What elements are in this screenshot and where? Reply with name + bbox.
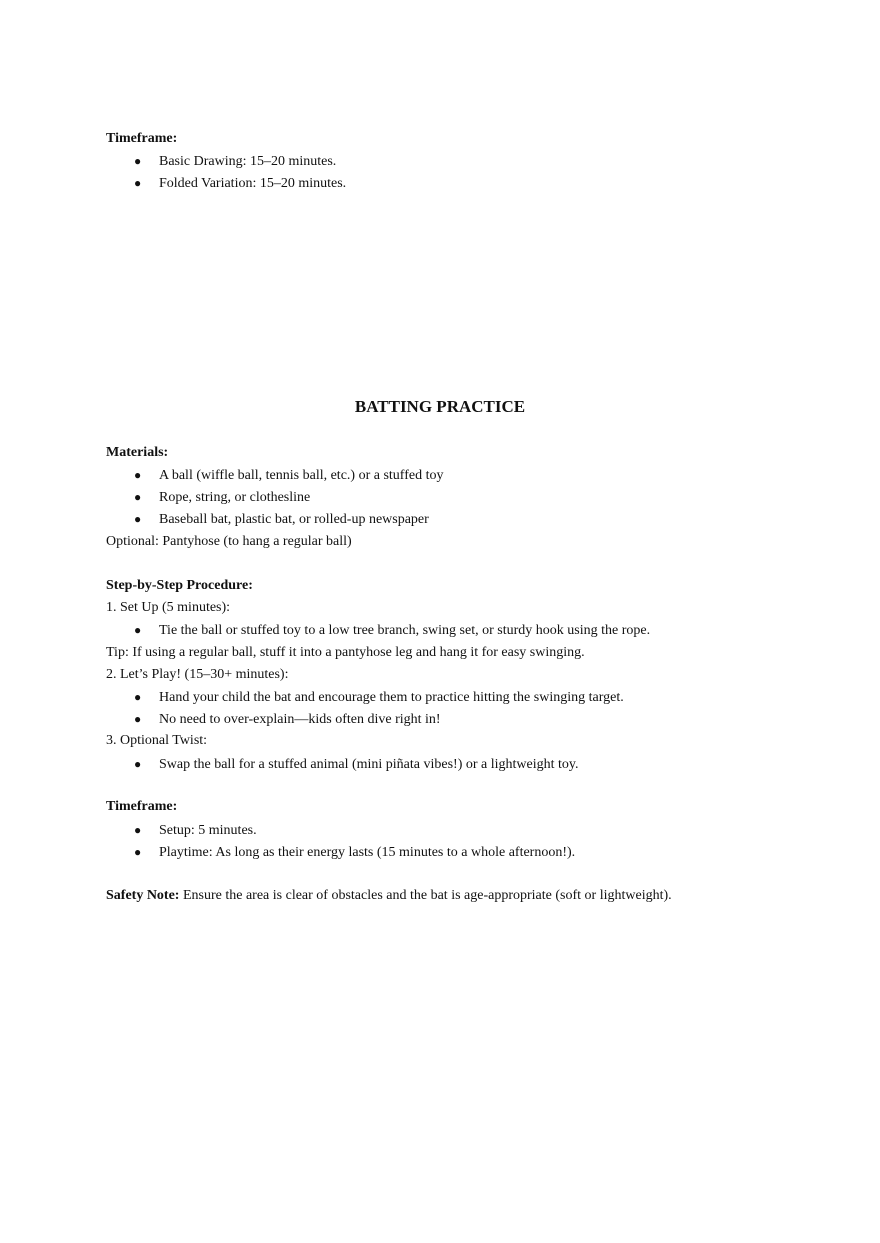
list-item-text: Basic Drawing: 15–20 minutes. bbox=[159, 154, 337, 169]
list-item-text: Hand your child the bat and encourage them to practice hitting the swinging target. bbox=[159, 690, 624, 705]
list-item-text: Playtime: As long as their energy lasts (15 minutes to a whole afternoon!). bbox=[159, 845, 576, 860]
list-item-text: Baseball bat, plastic bat, or rolled-up newspaper bbox=[159, 512, 429, 527]
tip-text: Tip: If using a regular ball, stuff it into a pantyhose leg and hang it for easy swinging. bbox=[106, 645, 585, 660]
bullet-icon: ● bbox=[134, 176, 142, 190]
list-item bbox=[134, 843, 575, 861]
list-item-text: Swap the ball for a stuffed animal (mini piñata vibes!) or a lightweight toy. bbox=[159, 757, 579, 772]
list-item-text: No need to over-explain—kids often dive right in! bbox=[159, 712, 441, 727]
bullet-icon: ● bbox=[134, 623, 142, 637]
safety-note bbox=[106, 887, 672, 905]
list-item bbox=[134, 621, 650, 639]
materials-heading: Materials: bbox=[106, 445, 169, 460]
timeframe-heading: Timeframe: bbox=[106, 131, 178, 146]
bullet-icon: ● bbox=[134, 712, 142, 726]
bullet-icon: ● bbox=[134, 468, 142, 482]
optional-note: Optional: Pantyhose (to hang a regular ball) bbox=[106, 534, 352, 549]
list-item bbox=[134, 152, 336, 170]
list-item-text: Setup: 5 minutes. bbox=[159, 823, 257, 838]
section-title: BATTING PRACTICE bbox=[354, 397, 526, 416]
bullet-icon: ● bbox=[134, 823, 142, 837]
list-item bbox=[134, 510, 429, 528]
timeframe-heading: Timeframe: bbox=[106, 799, 178, 814]
list-item bbox=[134, 466, 443, 484]
bullet-icon: ● bbox=[134, 845, 142, 859]
step-label: 2. Let’s Play! (15–30+ minutes): bbox=[106, 667, 289, 682]
safety-note-label: Safety Note: bbox=[106, 888, 180, 903]
safety-note-text: Ensure the area is clear of obstacles and the bat is age-appropriate (soft or lightweight). bbox=[179, 888, 672, 903]
list-item bbox=[134, 821, 257, 839]
list-item-text: Tie the ball or stuffed toy to a low tree branch, swing set, or sturdy hook using the rope. bbox=[159, 623, 651, 638]
bullet-icon: ● bbox=[134, 490, 142, 504]
list-item-text: Folded Variation: 15–20 minutes. bbox=[159, 176, 347, 191]
bullet-icon: ● bbox=[134, 757, 142, 771]
list-item-text: Rope, string, or clothesline bbox=[159, 490, 311, 505]
list-item bbox=[134, 488, 310, 506]
step-label: 1. Set Up (5 minutes): bbox=[106, 600, 231, 615]
list-item bbox=[134, 710, 441, 728]
bullet-icon: ● bbox=[134, 690, 142, 704]
list-item bbox=[134, 755, 579, 773]
bullet-icon: ● bbox=[134, 512, 142, 526]
bullet-icon: ● bbox=[134, 154, 142, 168]
list-item bbox=[134, 688, 624, 706]
list-item bbox=[134, 174, 346, 192]
list-item-text: A ball (wiffle ball, tennis ball, etc.) or a stuffed toy bbox=[159, 468, 444, 483]
step-label: 3. Optional Twist: bbox=[106, 733, 208, 748]
procedure-heading: Step-by-Step Procedure: bbox=[106, 578, 253, 593]
